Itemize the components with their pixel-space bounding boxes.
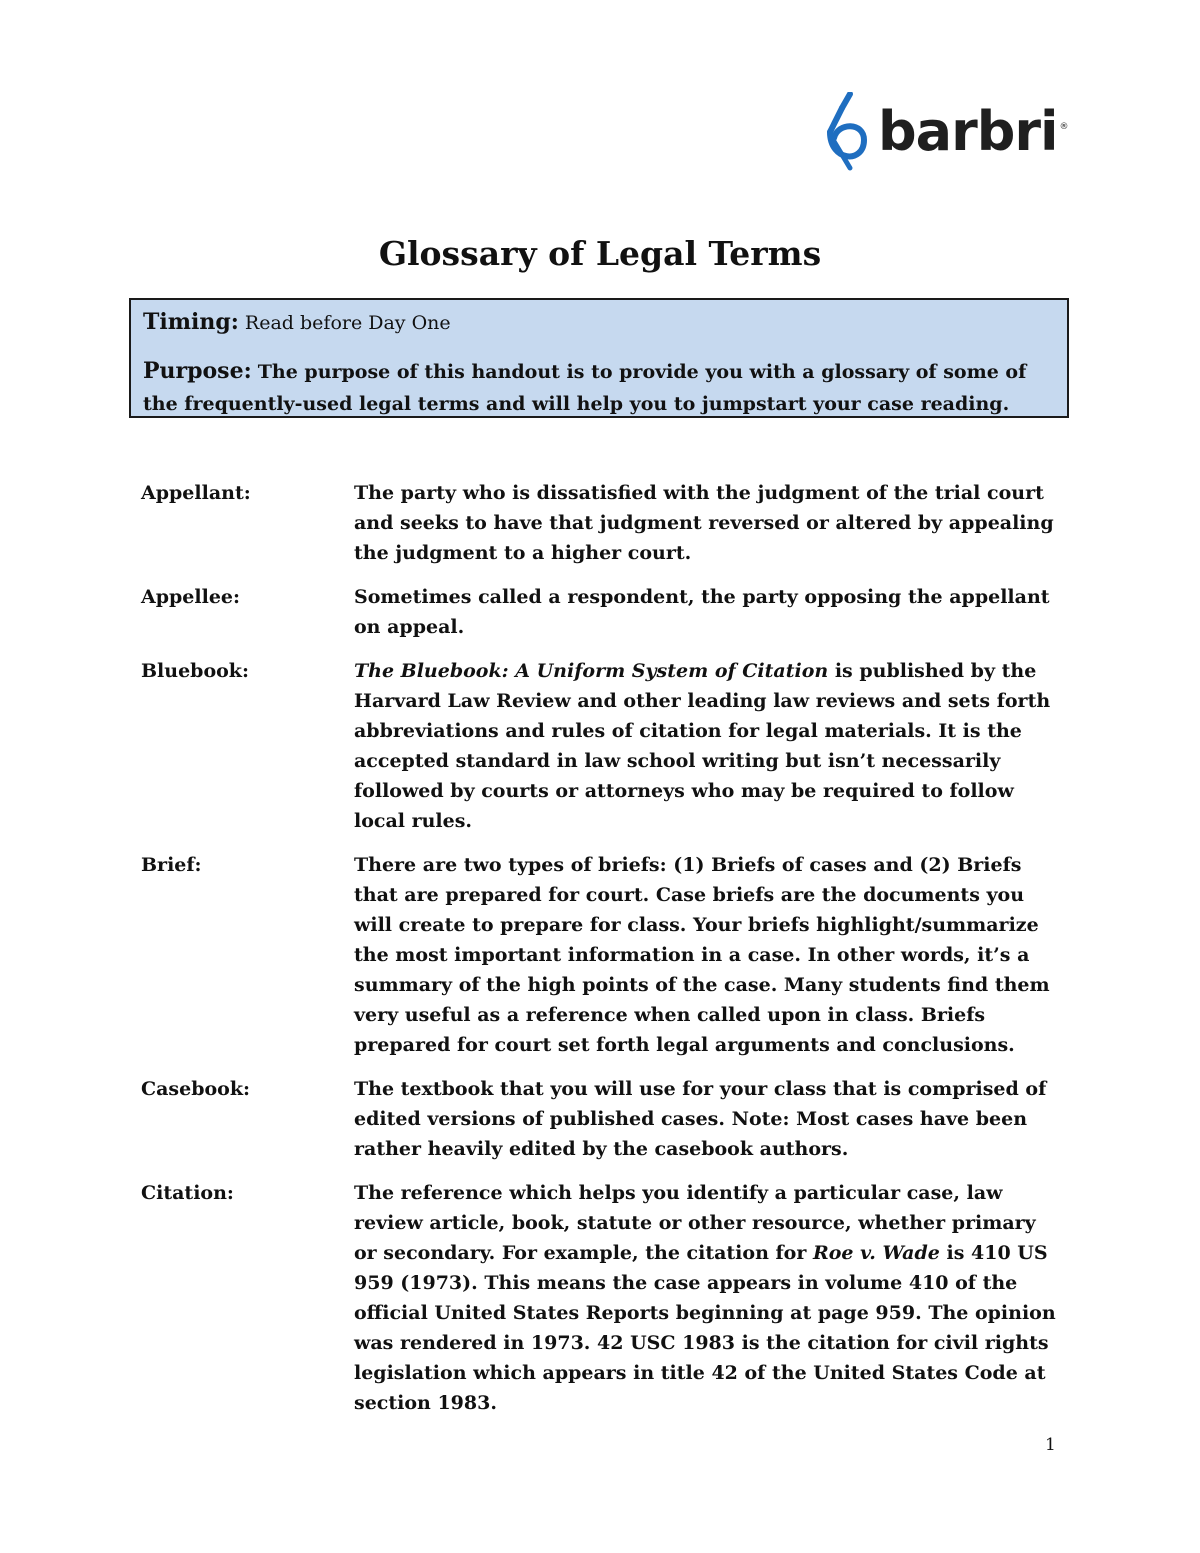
citation-definition-start: The reference which helps you identify a particular case, law review article, book, statute or other resource, whether primary or secondary. For example, the citation for [354,1182,1036,1264]
barbri-logo-mark-icon [820,92,870,172]
term-definition: The party who is dissatisfied with the judgment of the trial court and seeks to have that judgment reversed or altered by appealing the judgment to a higher court. [354,482,1054,564]
term-definition [354,1178,1059,1418]
glossary-list [141,478,1061,1432]
purpose-line [143,355,1055,420]
glossary-entry-appellant [141,478,1061,568]
term-name: Appellant: [141,482,251,504]
citation-definition-end: is 410 US 959 (1973). This means the case appears in volume 410 of the official United States Reports beginning at page 959. The opinion was rendered in 1973. 42 USC 1983 is the citation for civil rights legislation which appears in title 42 of the United States Code at section 1983. [354,1242,1056,1414]
barbri-logo [820,92,1069,172]
timing-purpose-box [129,298,1069,418]
purpose-label: Purpose: [143,358,252,384]
glossary-entry-brief [141,850,1061,1060]
bluebook-title: The Bluebook: A Uniform System of Citation [354,660,829,682]
bluebook-definition-text: is published by the Harvard Law Review and other leading law reviews and sets forth abbreviations and rules of citation for legal materials. It is the accepted standard in law school writing but isn’t necessarily followed by courts or attorneys who may be required to follow local rules. [354,660,1051,832]
timing-text: Read before Day One [244,312,451,334]
page-number: 1 [1045,1435,1056,1455]
term-definition [354,656,1059,836]
term-name: Casebook: [141,1078,251,1100]
glossary-entry-bluebook [141,656,1061,836]
case-name: Roe v. Wade [812,1242,940,1264]
term-definition: Sometimes called a respondent, the party opposing the appellant on appeal. [354,586,1050,638]
page-title: Glossary of Legal Terms [378,234,822,273]
glossary-entry-citation [141,1178,1061,1418]
term-name: Citation: [141,1182,234,1204]
glossary-entry-appellee [141,582,1061,642]
purpose-text: The purpose of this handout is to provide you with a glossary of some of the frequently-used legal terms and will help you to jumpstart your case reading. [143,361,1027,415]
term-name: Brief: [141,854,202,876]
term-name: Bluebook: [141,660,249,682]
term-name: Appellee: [141,586,241,608]
term-definition: The textbook that you will use for your class that is comprised of edited versions of published cases. Note: Most cases have been rather heavily edited by the casebook authors. [354,1078,1047,1160]
glossary-entry-casebook [141,1074,1061,1164]
timing-line [143,306,1055,339]
barbri-logo-text: barbri [878,100,1058,163]
term-definition: There are two types of briefs: (1) Briefs of cases and (2) Briefs that are prepared for court. Case briefs are the documents you will create to prepare for class. Your briefs highlight/summarize the most important information in a case. In other words, it’s a summary of the high points of the case. Many students find them very useful as a reference when called upon in class. Briefs prepared for court set forth legal arguments and conclusions. [354,854,1050,1056]
trademark-symbol: ® [1059,122,1069,132]
timing-label: Timing: [143,309,239,335]
